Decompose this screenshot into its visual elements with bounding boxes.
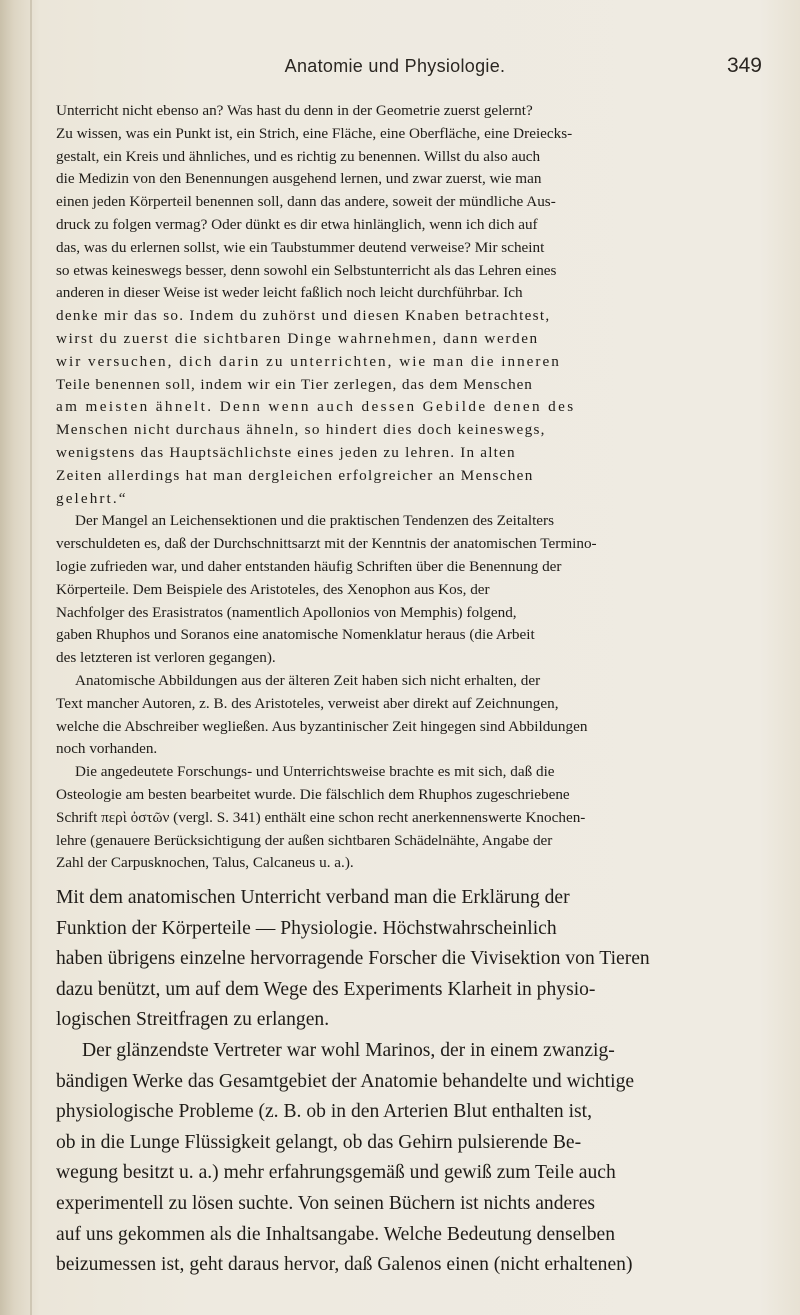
text-line: einen jeden Körperteil benennen soll, dann das andere, soweit der mündliche Aus- [56,193,556,211]
text-line: auf uns gekommen als die Inhaltsangabe. Welche Bedeutung denselben [56,1223,616,1245]
page-number: 349 [726,54,762,77]
text-line: Zu wissen, was ein Punkt ist, ein Strich, eine Fläche, eine Oberfläche, eine Dreiecks- [56,124,573,142]
page-gutter [30,0,32,1315]
text-line: Osteologie am besten bearbeitet wurde. Die fälschlich dem Rhuphos zugeschriebene [56,785,570,803]
text-line: lehre (genauere Berücksichtigung der außen sichtbaren Schädelnähte, Angabe der [56,831,553,849]
text-line: dazu benützt, um auf dem Wege des Experiments Klarheit in physio- [56,978,596,1000]
text-line: beizumessen ist, geht daraus hervor, daß Galenos einen (nicht erhaltenen) [56,1254,633,1276]
text-line: wegung besitzt u. a.) mehr erfahrungsgemäß und gewiß zum Teile auch [56,1162,616,1184]
running-header [0,56,800,80]
paragraph [56,883,768,1036]
running-title: Anatomie und Physiologie. [284,56,506,76]
text-line: Die angedeutete Forschungs- und Unterrichtsweise brachte es mit sich, daß die [75,763,555,781]
text-line: anderen in dieser Weise ist weder leicht faßlich noch leicht durchführbar. Ich [56,284,523,302]
text-line: logie zufrieden war, und daher entstanden häufig Schriften über die Benennung der [56,557,562,575]
text-line: Der glänzendste Vertreter war wohl Marinos, der in einem zwanzig- [82,1040,615,1062]
text-line: Menschen nicht durchaus ähneln, so hindert dies doch keineswegs, [56,421,546,439]
text-line: noch vorhanden. [56,740,158,758]
text-line: am meisten ähnelt. Denn wenn auch dessen Gebilde denen des [56,398,576,416]
text-line: wirst du zuerst die sichtbaren Dinge wahrnehmen, dann werden [56,329,539,347]
small-print-section [56,100,768,875]
text-line: experimentell zu lösen suchte. Von seinen Büchern ist nichts anderes [56,1193,596,1215]
text-line: Teile benennen soll, indem wir ein Tier zerlegen, das dem Menschen [56,375,533,393]
paragraph [56,510,768,670]
paragraph-quote [56,100,768,510]
text-line: haben übrigens einzelne hervorragende Forscher die Vivisektion von Tieren [56,948,650,970]
text-line: wenigstens das Hauptsächlichste eines jeden zu lehren. In alten [56,443,516,461]
text-line: die Medizin von den Benennungen ausgehend lernen, und zwar zuerst, wie man [56,170,542,188]
text-line: Funktion der Körperteile — Physiologie. Höchstwahrscheinlich [56,917,557,939]
text-line: Anatomische Abbildungen aus der älteren Zeit haben sich nicht erhalten, der [75,671,541,689]
body-text [56,100,768,1281]
paragraph [56,761,768,875]
text-line: Zahl der Carpusknochen, Talus, Calcaneus u. a.). [56,854,354,872]
text-line: des letzteren ist verloren gegangen). [56,649,276,667]
text-line: welche die Abschreiber wegließen. Aus byzantinischer Zeit hingegen sind Abbildungen [56,717,588,735]
text-line: gestalt, ein Kreis und ähnliches, und es richtig zu benennen. Willst du also auch [56,147,541,165]
text-line: denke mir das so. Indem du zuhörst und diesen Knaben betrachtest, [56,307,551,325]
text-line: Der Mangel an Leichensektionen und die praktischen Tendenzen des Zeitalters [75,512,554,530]
text-line: Schrift περὶ ὀστῶν (vergl. S. 341) enthält eine schon recht anerkennenswerte Knochen- [56,808,586,826]
text-line: druck zu folgen vermag? Oder dünkt es dir etwa hinlänglich, wenn ich dich auf [56,215,538,233]
text-line: Unterricht nicht ebenso an? Was hast du denn in der Geometrie zuerst gelernt? [56,102,533,119]
text-line: ob in die Lunge Flüssigkeit gelangt, ob das Gehirn pulsierende Be- [56,1131,582,1153]
text-line: bändigen Werke das Gesamtgebiet der Anatomie behandelte und wichtige [56,1070,635,1092]
text-line: das, was du erlernen sollst, wie ein Taubstummer deutend verweise? Mir scheint [56,238,545,256]
text-line: wir versuchen, dich darin zu unterrichten, wie man die inneren [56,352,561,370]
text-line: Nachfolger des Erasistratos (namentlich Apollonios von Memphis) folgend, [56,603,517,621]
text-line: Zeiten allerdings hat man dergleichen erfolgreicher an Menschen [56,466,534,484]
paragraph [56,1036,768,1281]
text-line: Mit dem anatomischen Unterricht verband man die Erklärung der [56,887,570,909]
text-line: so etwas keineswegs besser, denn sowohl ein Selbstunterricht als das Lehren eines [56,261,557,279]
large-print-section [56,883,768,1281]
text-line: Körperteile. Dem Beispiele des Aristoteles, des Xenophon aus Kos, der [56,580,490,598]
text-line: logischen Streitfragen zu erlangen. [56,1009,330,1031]
text-line: Text mancher Autoren, z. B. des Aristoteles, verweist aber direkt auf Zeichnungen, [56,694,559,712]
text-line: gelehrt.“ [56,489,128,507]
paragraph [56,670,768,761]
text-line: gaben Rhuphos und Soranos eine anatomische Nomenklatur heraus (die Arbeit [56,626,535,644]
text-line: verschuldeten es, daß der Durchschnittsarzt mit der Kenntnis der anatomischen Termino- [56,535,597,553]
text-line: physiologische Probleme (z. B. ob in den Arterien Blut enthalten ist, [56,1101,593,1123]
